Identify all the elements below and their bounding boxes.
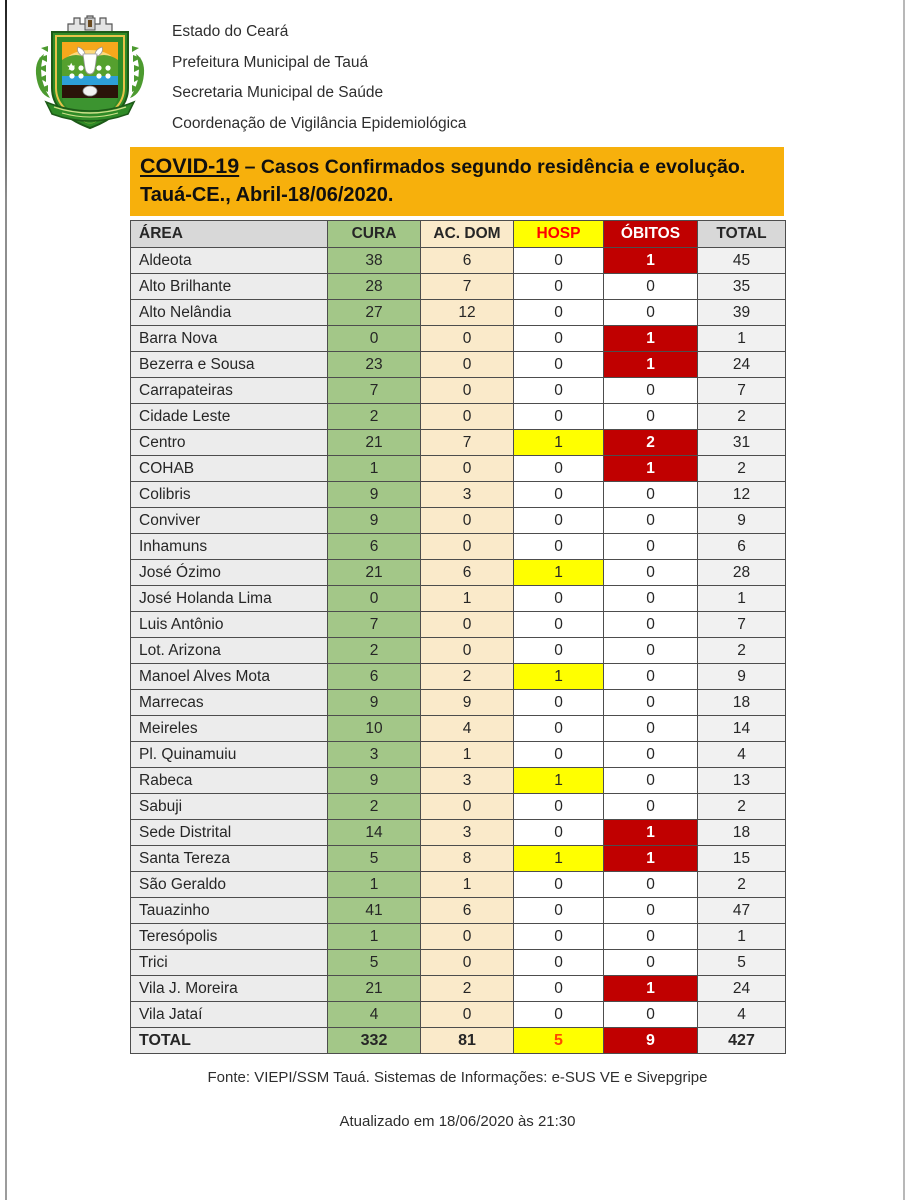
cell-area: Meireles	[131, 716, 328, 742]
cell-hosp: 1	[514, 430, 604, 456]
cell-obitos: 1	[604, 456, 698, 482]
column-header-hosp: HOSP	[514, 221, 604, 248]
cell-cura: 38	[328, 248, 421, 274]
table-row	[131, 872, 786, 898]
cell-obitos: 0	[604, 586, 698, 612]
cell-obitos: 0	[604, 638, 698, 664]
cell-obitos: 0	[604, 274, 698, 300]
cell-obitos: 0	[604, 664, 698, 690]
table-row	[131, 768, 786, 794]
scan-border-right	[903, 0, 905, 1200]
cell-area: Alto Brilhante	[131, 274, 328, 300]
table-row	[131, 950, 786, 976]
table-total-row	[131, 1028, 786, 1054]
cell-cura: 9	[328, 482, 421, 508]
table-row	[131, 404, 786, 430]
cell-ac-dom: 0	[421, 404, 514, 430]
table-row	[131, 976, 786, 1002]
cell-total: 39	[698, 300, 786, 326]
table-row	[131, 612, 786, 638]
cell-hosp: 0	[514, 352, 604, 378]
cell-ac-dom: 9	[421, 690, 514, 716]
cell-cura: 1	[328, 924, 421, 950]
document-header	[0, 0, 911, 139]
table-row	[131, 690, 786, 716]
table-row	[131, 456, 786, 482]
cell-obitos: 1	[604, 326, 698, 352]
cell-area: Sede Distrital	[131, 820, 328, 846]
cell-obitos: 0	[604, 482, 698, 508]
table-header-row	[131, 221, 786, 248]
cell-cura: 6	[328, 534, 421, 560]
cell-hosp: 0	[514, 742, 604, 768]
cell-obitos: 0	[604, 690, 698, 716]
banner-title-rest: – Casos Confirmados segundo residência e evolução.	[239, 156, 746, 178]
cell-cura: 4	[328, 1002, 421, 1028]
cell-cura: 21	[328, 976, 421, 1002]
cell-hosp: 0	[514, 404, 604, 430]
cell-total: 5	[698, 950, 786, 976]
cell-cura: 7	[328, 612, 421, 638]
cell-total: 2	[698, 872, 786, 898]
cell-cura: 7	[328, 378, 421, 404]
org-lines	[172, 10, 466, 139]
cell-hosp: 0	[514, 612, 604, 638]
cell-ac-dom: 1	[421, 742, 514, 768]
cell-obitos: 0	[604, 378, 698, 404]
covid-table	[130, 220, 786, 1054]
cell-obitos: 0	[604, 794, 698, 820]
cell-ac-dom: 0	[421, 924, 514, 950]
cell-cura: 14	[328, 820, 421, 846]
document-footer	[0, 1069, 911, 1130]
table-row	[131, 742, 786, 768]
cell-hosp: 1	[514, 846, 604, 872]
cell-cura: 332	[328, 1028, 421, 1054]
cell-total: 12	[698, 482, 786, 508]
cell-hosp: 0	[514, 508, 604, 534]
cell-obitos: 0	[604, 716, 698, 742]
cell-cura: 1	[328, 872, 421, 898]
cell-total: 28	[698, 560, 786, 586]
cell-obitos: 1	[604, 820, 698, 846]
cell-hosp: 0	[514, 690, 604, 716]
cell-hosp: 0	[514, 534, 604, 560]
cell-ac-dom: 3	[421, 768, 514, 794]
column-header-area: ÁREA	[131, 221, 328, 248]
cell-ac-dom: 7	[421, 274, 514, 300]
cell-total: 2	[698, 456, 786, 482]
org-line-prefeitura: Prefeitura Municipal de Tauá	[172, 53, 369, 71]
cell-cura: 2	[328, 794, 421, 820]
cell-area: Bezerra e Sousa	[131, 352, 328, 378]
table-row	[131, 378, 786, 404]
cell-obitos: 1	[604, 352, 698, 378]
cell-area: Cidade Leste	[131, 404, 328, 430]
org-line-state: Estado do Ceará	[172, 23, 289, 40]
cell-total: 24	[698, 976, 786, 1002]
cell-total: 2	[698, 794, 786, 820]
column-header-ac-dom: AC. DOM	[421, 221, 514, 248]
cell-hosp: 0	[514, 638, 604, 664]
cell-total: 4	[698, 1002, 786, 1028]
cell-total: 2	[698, 404, 786, 430]
cell-ac-dom: 6	[421, 248, 514, 274]
table-row	[131, 794, 786, 820]
cell-obitos: 0	[604, 924, 698, 950]
cell-area: Marrecas	[131, 690, 328, 716]
cell-total: 1	[698, 326, 786, 352]
cell-hosp: 0	[514, 898, 604, 924]
cell-cura: 23	[328, 352, 421, 378]
cell-cura: 21	[328, 430, 421, 456]
cell-obitos: 0	[604, 560, 698, 586]
table-row	[131, 248, 786, 274]
cell-obitos: 0	[604, 612, 698, 638]
cell-total: 18	[698, 820, 786, 846]
cell-hosp: 0	[514, 716, 604, 742]
cell-cura: 10	[328, 716, 421, 742]
cell-ac-dom: 3	[421, 820, 514, 846]
updated-note: Atualizado em 18/06/2020 às 21:30	[339, 1113, 576, 1130]
banner-subtitle: Tauá-CE., Abril-18/06/2020.	[140, 184, 394, 206]
cell-ac-dom: 0	[421, 612, 514, 638]
cell-area: São Geraldo	[131, 872, 328, 898]
cell-cura: 3	[328, 742, 421, 768]
cell-area: Vila Jataí	[131, 1002, 328, 1028]
cell-cura: 27	[328, 300, 421, 326]
cell-ac-dom: 1	[421, 872, 514, 898]
banner-covid-label: COVID-19	[140, 154, 240, 178]
cell-obitos: 0	[604, 534, 698, 560]
cell-hosp: 0	[514, 248, 604, 274]
cell-area: Manoel Alves Mota	[131, 664, 328, 690]
cell-obitos: 0	[604, 950, 698, 976]
cell-total: 31	[698, 430, 786, 456]
cell-hosp: 0	[514, 872, 604, 898]
cell-area: José Holanda Lima	[131, 586, 328, 612]
cell-area: Tauazinho	[131, 898, 328, 924]
cell-total: 45	[698, 248, 786, 274]
table-row	[131, 898, 786, 924]
cell-total: 47	[698, 898, 786, 924]
cell-ac-dom: 6	[421, 898, 514, 924]
cell-total: 15	[698, 846, 786, 872]
cell-cura: 0	[328, 326, 421, 352]
cell-area: Alto Nelândia	[131, 300, 328, 326]
cell-obitos: 2	[604, 430, 698, 456]
cell-hosp: 0	[514, 794, 604, 820]
cell-total: 1	[698, 586, 786, 612]
cell-obitos: 0	[604, 898, 698, 924]
table-row	[131, 352, 786, 378]
cell-hosp: 1	[514, 664, 604, 690]
cell-cura: 2	[328, 404, 421, 430]
title-banner	[130, 147, 784, 216]
table-row	[131, 300, 786, 326]
cell-area: COHAB	[131, 456, 328, 482]
cell-total: 7	[698, 378, 786, 404]
cell-hosp: 1	[514, 768, 604, 794]
table-row	[131, 846, 786, 872]
cell-hosp: 0	[514, 274, 604, 300]
cell-area: Rabeca	[131, 768, 328, 794]
cell-ac-dom: 7	[421, 430, 514, 456]
column-header-total: TOTAL	[698, 221, 786, 248]
cell-obitos: 0	[604, 404, 698, 430]
cell-obitos: 9	[604, 1028, 698, 1054]
cell-obitos: 0	[604, 300, 698, 326]
cell-area: Inhamuns	[131, 534, 328, 560]
table-row	[131, 924, 786, 950]
cell-cura: 9	[328, 508, 421, 534]
cell-cura: 28	[328, 274, 421, 300]
cell-area: Aldeota	[131, 248, 328, 274]
cell-cura: 9	[328, 768, 421, 794]
banner-title-line	[140, 153, 774, 180]
cell-hosp: 0	[514, 586, 604, 612]
cell-ac-dom: 12	[421, 300, 514, 326]
cell-area: Carrapateiras	[131, 378, 328, 404]
cell-area: TOTAL	[131, 1028, 328, 1054]
cell-ac-dom: 6	[421, 560, 514, 586]
cell-ac-dom: 8	[421, 846, 514, 872]
cell-obitos: 1	[604, 846, 698, 872]
table-row	[131, 482, 786, 508]
table-row	[131, 638, 786, 664]
cell-hosp: 5	[514, 1028, 604, 1054]
table-row	[131, 274, 786, 300]
cell-ac-dom: 0	[421, 326, 514, 352]
table-row	[131, 326, 786, 352]
cell-cura: 21	[328, 560, 421, 586]
cell-ac-dom: 2	[421, 976, 514, 1002]
cell-ac-dom: 1	[421, 586, 514, 612]
cell-total: 1	[698, 924, 786, 950]
source-note: Fonte: VIEPI/SSM Tauá. Sistemas de Informações: e-SUS VE e Sivepgripe	[207, 1069, 708, 1086]
cell-ac-dom: 0	[421, 508, 514, 534]
cell-obitos: 0	[604, 1002, 698, 1028]
cell-ac-dom: 0	[421, 638, 514, 664]
cell-area: Vila J. Moreira	[131, 976, 328, 1002]
cell-ac-dom: 0	[421, 534, 514, 560]
cell-area: Lot. Arizona	[131, 638, 328, 664]
org-line-secretaria: Secretaria Municipal de Saúde	[172, 84, 384, 101]
table-row	[131, 430, 786, 456]
cell-hosp: 0	[514, 924, 604, 950]
cell-area: Barra Nova	[131, 326, 328, 352]
scan-border-left	[5, 0, 7, 1200]
cell-ac-dom: 0	[421, 352, 514, 378]
table-row	[131, 508, 786, 534]
cell-total: 24	[698, 352, 786, 378]
cell-area: Sabuji	[131, 794, 328, 820]
cell-hosp: 0	[514, 300, 604, 326]
cell-ac-dom: 81	[421, 1028, 514, 1054]
cell-ac-dom: 2	[421, 664, 514, 690]
cell-cura: 1	[328, 456, 421, 482]
cell-total: 6	[698, 534, 786, 560]
cell-cura: 6	[328, 664, 421, 690]
cell-area: Trici	[131, 950, 328, 976]
cell-obitos: 1	[604, 248, 698, 274]
cell-total: 427	[698, 1028, 786, 1054]
taua-coat-of-arms-logo	[28, 10, 152, 134]
cell-area: Conviver	[131, 508, 328, 534]
cell-cura: 5	[328, 846, 421, 872]
cell-hosp: 0	[514, 1002, 604, 1028]
org-line-coordenacao: Coordenação de Vigilância Epidemiológica	[172, 114, 467, 132]
cell-hosp: 0	[514, 820, 604, 846]
cell-obitos: 0	[604, 742, 698, 768]
cell-cura: 0	[328, 586, 421, 612]
coat-of-arms-icon	[28, 10, 152, 134]
column-header-cura: CURA	[328, 221, 421, 248]
cell-ac-dom: 4	[421, 716, 514, 742]
cell-hosp: 0	[514, 378, 604, 404]
cell-hosp: 0	[514, 950, 604, 976]
cell-obitos: 0	[604, 872, 698, 898]
cell-obitos: 1	[604, 976, 698, 1002]
cell-hosp: 1	[514, 560, 604, 586]
cell-area: Pl. Quinamuiu	[131, 742, 328, 768]
table-row	[131, 1002, 786, 1028]
cell-cura: 5	[328, 950, 421, 976]
cell-total: 7	[698, 612, 786, 638]
cell-total: 18	[698, 690, 786, 716]
cell-ac-dom: 0	[421, 1002, 514, 1028]
table-row	[131, 560, 786, 586]
cell-obitos: 0	[604, 768, 698, 794]
table-row	[131, 820, 786, 846]
cell-ac-dom: 0	[421, 950, 514, 976]
cell-obitos: 0	[604, 508, 698, 534]
cell-area: Luis Antônio	[131, 612, 328, 638]
cell-total: 9	[698, 664, 786, 690]
table-row	[131, 664, 786, 690]
table-row	[131, 534, 786, 560]
cell-hosp: 0	[514, 976, 604, 1002]
cell-cura: 41	[328, 898, 421, 924]
cell-hosp: 0	[514, 482, 604, 508]
cell-total: 35	[698, 274, 786, 300]
cell-cura: 2	[328, 638, 421, 664]
cell-ac-dom: 0	[421, 456, 514, 482]
covid-table-body	[131, 248, 786, 1054]
cell-total: 2	[698, 638, 786, 664]
cell-ac-dom: 3	[421, 482, 514, 508]
table-row	[131, 586, 786, 612]
cell-area: José Ózimo	[131, 560, 328, 586]
column-header-obitos: ÓBITOS	[604, 221, 698, 248]
cell-area: Colibris	[131, 482, 328, 508]
cell-ac-dom: 0	[421, 378, 514, 404]
cell-total: 14	[698, 716, 786, 742]
cell-cura: 9	[328, 690, 421, 716]
cell-area: Teresópolis	[131, 924, 328, 950]
cell-hosp: 0	[514, 326, 604, 352]
cell-total: 13	[698, 768, 786, 794]
cell-ac-dom: 0	[421, 794, 514, 820]
cell-total: 4	[698, 742, 786, 768]
cell-total: 9	[698, 508, 786, 534]
table-row	[131, 716, 786, 742]
cell-hosp: 0	[514, 456, 604, 482]
cell-area: Centro	[131, 430, 328, 456]
cell-area: Santa Tereza	[131, 846, 328, 872]
